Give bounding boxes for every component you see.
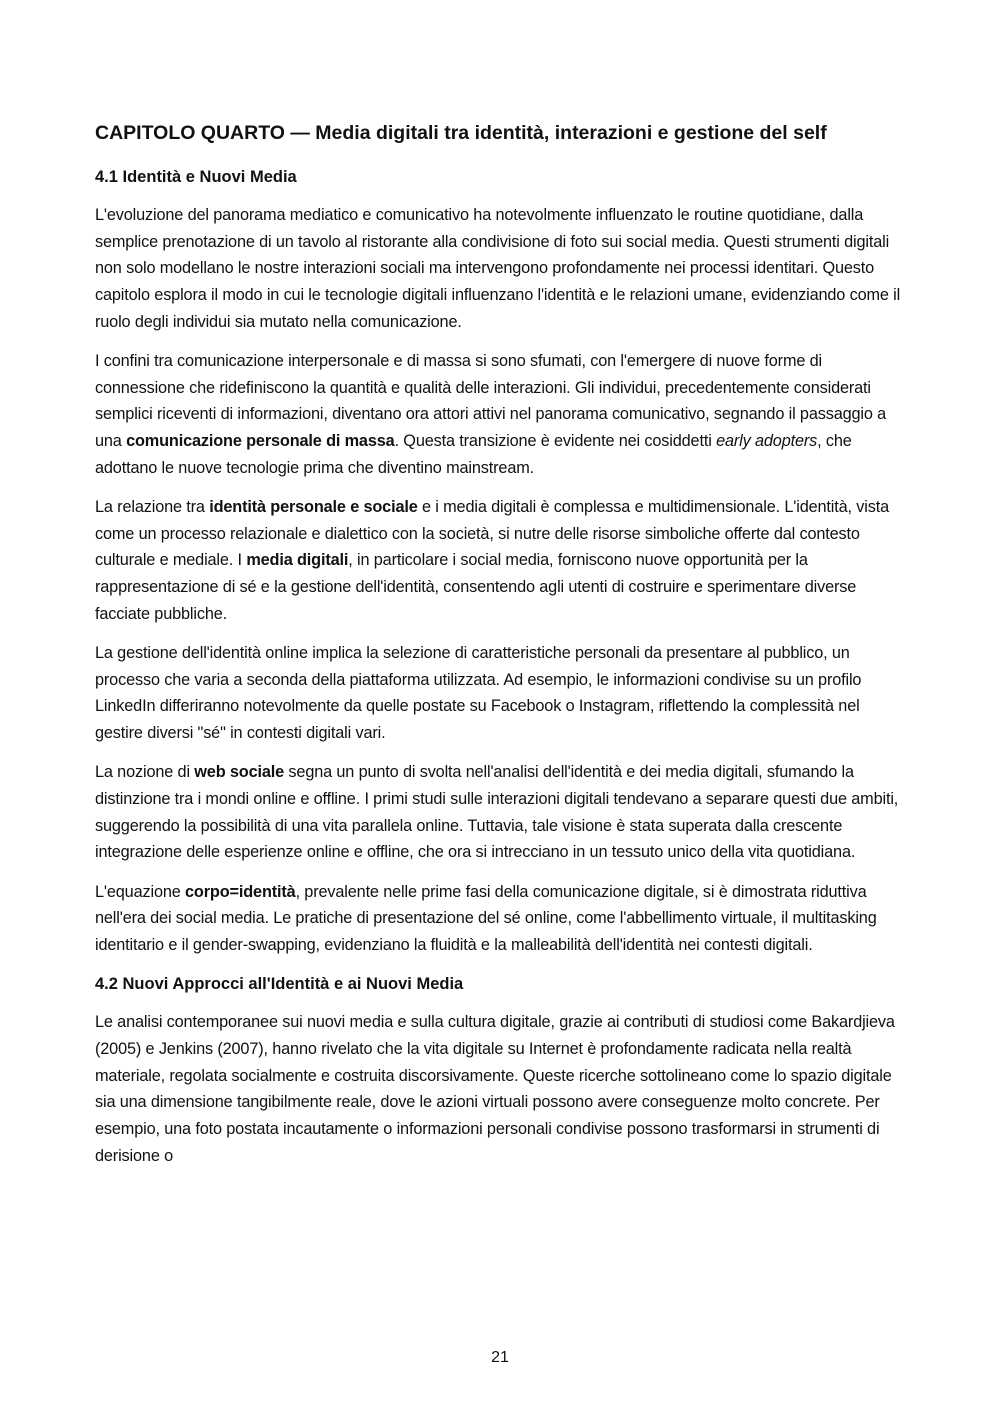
paragraph-2 xyxy=(95,348,910,482)
text-run: La relazione tra xyxy=(95,498,210,517)
text-run: L'equazione xyxy=(95,882,186,901)
text-run: I confini tra comunicazione interpersonale e di massa si sono sfumati, con l'emergere di nuove forme di connessione che ridefiniscono la quantità e qualità delle interazioni. Gli individui, precedentemente considerati semplici riceventi di informazioni, diventano ora attori attivi nel panorama comunicativo, segnando il passaggio a una xyxy=(95,352,887,451)
text-run: segna un punto di svolta nell'analisi dell'identità e dei media digitali, sfumando la distinzione tra i mondi online e offline. I primi studi sulle interazioni digitali tendevano a separare questi due ambiti, suggerendo la possibilità di una vita parallela online. Tuttavia, tale visione è stata superata dalla crescente integrazione delle esperienze online e offline, che ora si intrecciano in un tessuto unico della vita quotidiana. xyxy=(95,763,899,862)
bold-term: web sociale xyxy=(194,763,285,782)
bold-term: media digitali xyxy=(246,551,349,570)
text-run: e i media digitali è complessa e multidimensionale. L'identità, vista come un processo relazionale e dialettico con la società, si nutre delle risorse simboliche offerte dal contesto culturale e mediale. I xyxy=(95,498,889,570)
document-page xyxy=(95,118,910,1182)
text-run: . Questa transizione è evidente nei cosiddetti xyxy=(394,432,717,451)
text-run: , in particolare i social media, forniscono nuove opportunità per la rappresentazione di sé e la gestione dell'identità, consentendo agli utenti di costruire e sperimentare diverse facciate pubbliche. xyxy=(95,551,857,623)
text-run: La nozione di xyxy=(95,763,195,782)
bold-term: comunicazione personale di massa xyxy=(126,432,395,451)
bold-term: corpo=identità xyxy=(185,882,296,901)
text-run: , che adottano le nuove tecnologie prima che diventino mainstream. xyxy=(95,432,852,477)
paragraph-7: Le analisi contemporanee sui nuovi media e sulla cultura digitale, grazie ai contributi di studiosi come Bakardjieva (2005) e Jenkins (2007), hanno rivelato che la vita digitale su Internet è profondamente radicata nella realtà materiale, regolata socialmente e costruita discorsivamente. Queste ricerche sottolineano come lo spazio digitale sia una dimensione tangibilmente reale, dove le azioni virtuali possono avere conseguenze molto concrete. Per esempio, una foto postata incautamente o informazioni personali condivise possono trasformarsi in strumenti di derisione o xyxy=(95,1013,895,1165)
chapter-title: CAPITOLO QUARTO — Media digitali tra identità, interazioni e gestione del self xyxy=(95,122,827,144)
section-heading-4-1: 4.1 Identità e Nuovi Media xyxy=(95,168,297,186)
paragraph-1: L'evoluzione del panorama mediatico e comunicativo ha notevolmente influenzato le routine quotidiane, dalla semplice prenotazione di un tavolo al ristorante alla condivisione di foto sui social media. Questi strumenti digitali non solo modellano le nostre interazioni sociali ma intervengono profondamente nei processi identitari. Questo capitolo esplora il modo in cui le tecnologie digitali influenzano l'identità e le relazioni umane, evidenziando come il ruolo degli individui sia mutato nella comunicazione. xyxy=(95,206,901,331)
section-heading-4-2: 4.2 Nuovi Approcci all'Identità e ai Nuovi Media xyxy=(95,975,464,994)
bold-term: identità personale e sociale xyxy=(209,498,418,517)
paragraph-3 xyxy=(95,494,910,628)
text-run: , prevalente nelle prime fasi della comunicazione digitale, si è dimostrata riduttiva nell'era dei social media. Le pratiche di presentazione del sé online, come l'abbellimento virtuale, il multitasking identitario e il gender-swapping, evidenziano la fluidità e la malleabilità dell'identità nei contesti digitali. xyxy=(95,882,877,955)
page-number: 21 xyxy=(491,1349,509,1366)
paragraph-6 xyxy=(95,879,910,959)
paragraph-5 xyxy=(95,759,910,866)
paragraph-4: La gestione dell'identità online implica la selezione di caratteristiche personali da presentare al pubblico, un processo che varia a seconda della piattaforma utilizzata. Ad esempio, le informazioni condivise su un profilo LinkedIn differiranno notevolmente da quelle postate su Facebook o Instagram, riflettendo la complessità nel gestire diversi "sé" in contesti digitali vari. xyxy=(95,644,862,743)
italic-term: early adopters xyxy=(716,432,818,451)
